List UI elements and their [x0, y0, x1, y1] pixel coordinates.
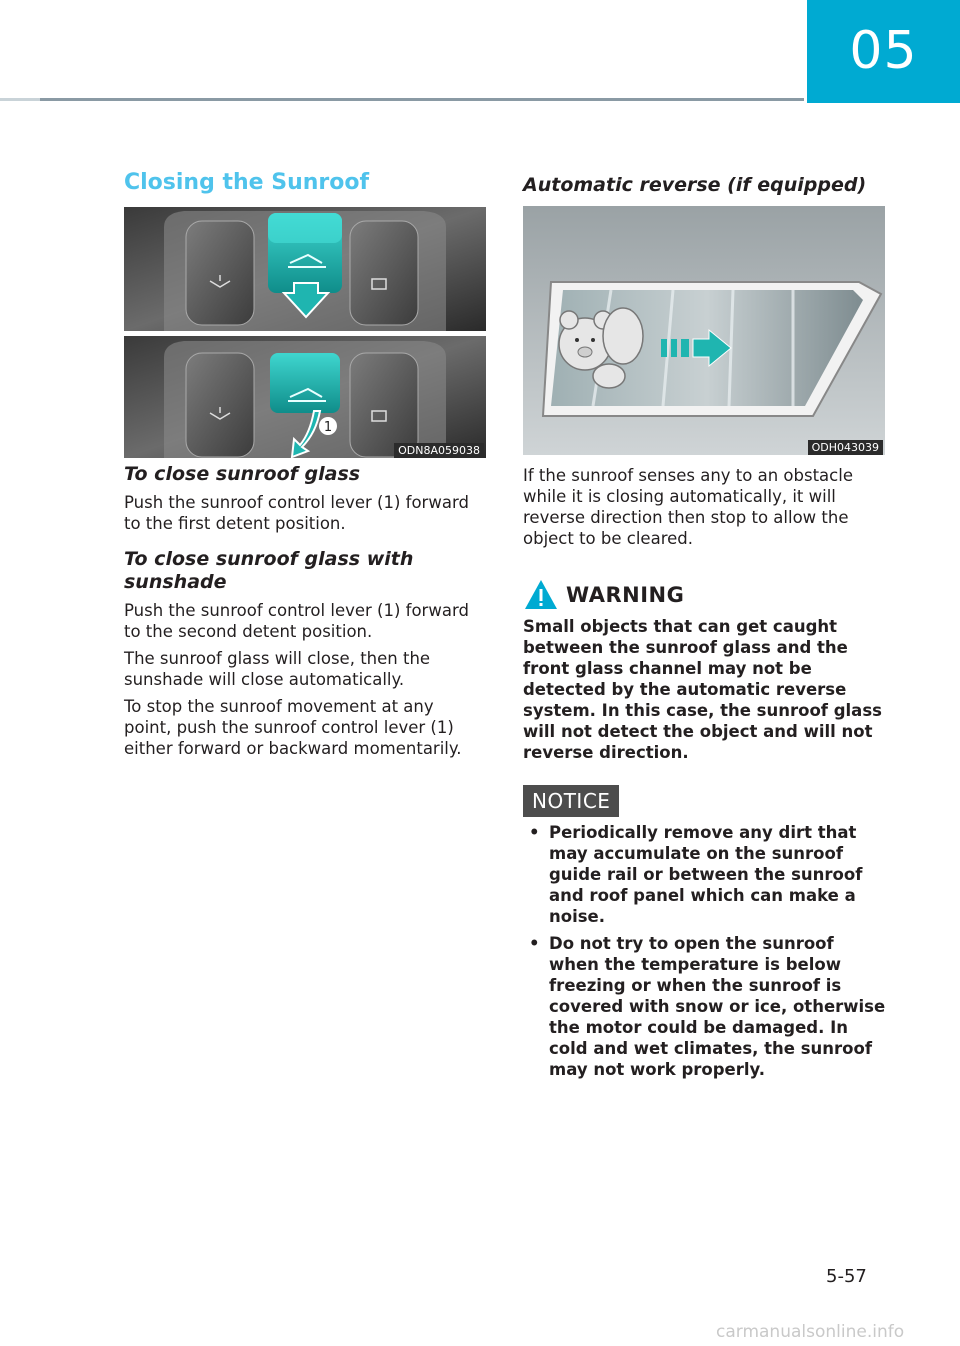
warning-text: Small objects that can get caught between the sunroof glass and the front glass channel may not be detected by the automatic reverse system. In this case, the sunroof glass will not detect the object and will not reverse direction. — [523, 617, 882, 762]
sunroof-switch-figure — [124, 207, 486, 458]
paragraph: Push the sunroof control lever (1) forward to the first detent position. — [124, 493, 469, 533]
subheading-close-glass-sunshade: To close sunroof glass with sunshade — [124, 548, 414, 593]
header-rule — [0, 98, 804, 101]
notice-item-text: Do not try to open the sunroof when the temperature is below freezing or when the sunroof is covered with snow or ice, otherwise the motor could be damaged. In cold and wet climates, the sunroof may not work properly. — [549, 934, 886, 1079]
list-item — [523, 822, 888, 927]
watermark: carmanualsonline.info — [716, 1322, 905, 1342]
section-title: Closing the Sunroof — [124, 170, 370, 195]
paragraph: Push the sunroof control lever (1) forward to the second detent position. — [124, 601, 469, 641]
figure-callout-1: 1 — [323, 420, 333, 435]
automatic-reverse-illustration — [523, 206, 885, 455]
warning-triangle-icon — [523, 578, 559, 612]
sunroof-switch-illustration — [124, 207, 486, 458]
paragraph: If the sunroof senses any to an obstacle while it is closing automatically, it will reverse direction then stop to allow the object to be cleared. — [523, 466, 853, 548]
automatic-reverse-figure — [523, 206, 885, 455]
left-column-text — [124, 463, 486, 759]
subheading-close-glass: To close sunroof glass — [124, 463, 361, 485]
bullet: • — [529, 934, 540, 953]
warning-label: WARNING — [566, 583, 685, 607]
paragraph: The sunroof glass will close, then the sunshade will close automatically. — [124, 649, 431, 689]
notice-badge: NOTICE — [523, 785, 619, 817]
page-number: 5-57 — [826, 1266, 867, 1287]
figure-label: ODN8A059038 — [394, 443, 484, 458]
list-item — [523, 933, 888, 1080]
chapter-tab: 05 — [807, 0, 960, 103]
bullet: • — [529, 823, 540, 842]
notice-list — [523, 822, 888, 1086]
notice-item-text: Periodically remove any dirt that may accumulate on the sunroof guide rail or between the sunroof and roof panel which can make a noise. — [549, 823, 863, 926]
subheading-automatic-reverse: Automatic reverse (if equipped) — [523, 174, 867, 196]
paragraph: To stop the sunroof movement at any point, push the sunroof control lever (1) either forward or backward momentarily. — [124, 697, 462, 758]
figure-label: ODH043039 — [808, 440, 883, 455]
